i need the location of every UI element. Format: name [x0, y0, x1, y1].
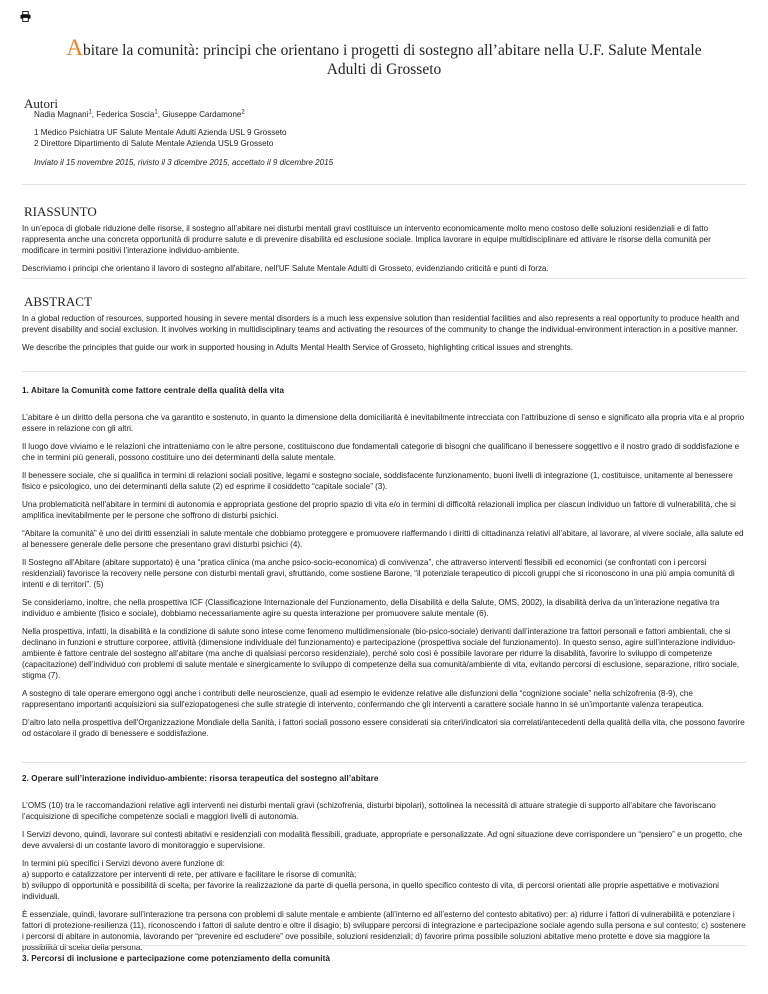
- section-1-paragraph: Il luogo dove viviamo e le relazioni che intratteniamo con le altre persone, costituiscono due fondamentali categorie di bisogni che qualificano il benessere soggettivo e il nostro grado di soddisfazione e che in termini più generali, possono costituire uno dei determinanti della salute mentale.: [22, 442, 740, 462]
- riassunto-paragraph: In un’epoca di globale riduzione delle risorse, il sostegno all’abitare nei disturbi mentali gravi costituisce un intervento economicamente molto meno costoso delle soluzioni residenziali e di fatto rappresenta anche una concreta opportunità di produrre salute e di prevenire disabilità ed esclusione sociale. Implica lavorare in equipe multidisciplinare ed attivare le risorse della comunità per modificare in termini positivi l’interazione individuo-ambiente.: [22, 224, 711, 255]
- section-2: [22, 773, 746, 960]
- section-2-list: [22, 858, 746, 902]
- section-2-paragraph: I Servizi devono, quindi, lavorare sui contesti abitativi e residenziali con modalità flessibili, graduate, appropriate e personalizzate. Ad ogni situazione deve corrispondere un “pensiero” e un progetto, che deve avvalersi di un costante lavoro di monitoraggio e supervisione.: [22, 830, 743, 850]
- author-sup: 1: [88, 109, 92, 116]
- author-name: Federica Soscia: [96, 110, 155, 119]
- section-2-list-item: a) supporto e catalizzatore per interventi di rete, per attivare e facilitare le risorse di comunità;: [22, 870, 357, 879]
- section-1-paragraph: Il benessere sociale, che si qualifica in termini di relazioni sociali positive, legami e sostegno sociale, soddisfacente funzionamento, buoni livelli di integrazione (1, costituisce, unitamente al benessere fisico e psicologico, uno dei determinanti della salute (2) ed esprime il cosiddetto “capitale sociale” (3).: [22, 471, 733, 491]
- affiliation: 2 Direttore Dipartimento di Salute Mentale Azienda USL9 Grosseto: [34, 139, 274, 148]
- divider: [22, 184, 746, 185]
- section-1-paragraph: Una problematicità nell’abitare in termini di autonomia e appropriata gestione del proprio spazio di vita e/o in termini di difficoltà relazionali implica per ciascun individuo un fattore di vulnerabilità, che si amplifica inevitabilmente per le persone che soffrono di disturbi psichici.: [22, 500, 736, 520]
- section-1-paragraph: Nella prospettiva, infatti, la disabilità e la condizione di salute sono intese come fenomeno multidimensionale (bio-psico-sociale) derivanti dall’interazione tra fattori personali e fattori ambientali, che si declinano in funzioni e strutture corporee, attività (dimensione individuale del funzionamento) e partecipazione (prospettiva sociale del funzionamento). In questo senso, agire sull’interazione individuo-ambiente è fattore centrale del sostegno all’abitare (ma anche di qualsiasi percorso residenziale), perché solo così è possibile lavorare per ridurre la disabilità, favorire lo sviluppo di competenze (capacitazione) dell’individuo con problemi di salute mentale e sinergicamente lo sviluppo di competenze della sua comunità/ambiente di vita, evitando percorsi di esclusione, separazione, ritiro sociale, stigma (7).: [22, 627, 740, 680]
- affiliation: 1 Medico Psichiatra UF Salute Mentale Adulti Azienda USL 9 Grosseto: [34, 128, 287, 137]
- print-icon[interactable]: [20, 11, 31, 22]
- divider: [22, 278, 746, 279]
- section-1-paragraph: D’altro lato nella prospettiva dell'Organizzazione Mondiale della Sanità, i fattori sociali possono essere considerati sia criteri/indicatori sia correlati/antecedenti della qualità della vita, che possono favorire od ostacolare il grado di benessere e soddisfazione.: [22, 718, 745, 738]
- abstract-section: [22, 294, 746, 360]
- author-name: Giuseppe Cardamone: [162, 110, 242, 119]
- section-1-paragraph: Il Sostegno all'Abitare (abitare supportato) è una “pratica clinica (ma anche psico-socio-economica) di convivenza”, che attraverso interventi flessibili ed economici (se confrontati con i percorsi residenziali) favorisce la recovery nelle persone con disturbi mentali gravi, sfruttando, come sostiene Barone, “il potenziale terapeutico di piccoli gruppi che si riconoscono in una più ampia comunità di intenti e di territori”. (5): [22, 558, 735, 589]
- author-separator: ,: [91, 110, 97, 119]
- section-1-paragraph: L’abitare è un diritto della persona che va garantito e sostenuto, in quanto la dimensione della domiciliarità è inevitabilmente intrecciata con l’attribuzione di senso e significato alla propria vita e al proprio essere in relazione con gli altri.: [22, 413, 745, 433]
- abstract-paragraph: We describe the principles that guide our work in supported housing in Adults Mental Health Service of Grosseto, highlighting critical issues and strenghts.: [22, 343, 573, 352]
- title-dropcap: A: [66, 35, 84, 60]
- section-2-heading: 2. Operare sull’interazione individuo-ambiente: risorsa terapeutica del sostegno all’abitare: [22, 774, 379, 783]
- abstract-heading: ABSTRACT: [24, 294, 92, 309]
- author-separator: ,: [157, 110, 163, 119]
- riassunto-paragraph: Descriviamo i principi che orientano il lavoro di sostegno all'abitare, nell'UF Salute Mentale Adulti di Grosseto, evidenziando criticità e punti di forza.: [22, 264, 549, 273]
- section-2-list-intro: In termini più specifici i Servizi devono avere funzione di:: [22, 859, 225, 868]
- divider: [22, 371, 746, 372]
- section-2-list-item: b) sviluppo di opportunità e possibilità di scelta, per favorire la realizzazione da parte di quella persona, in quello specifico contesto di vita, di percorsi orientati alle proprie aspettative e motivazioni individuali.: [22, 881, 719, 901]
- riassunto-heading: RIASSUNTO: [24, 204, 97, 219]
- divider: [22, 945, 746, 946]
- author-list: [34, 109, 734, 120]
- authors-heading: Autori: [24, 96, 58, 111]
- riassunto-section: [22, 204, 746, 281]
- author-sup: 2: [241, 109, 245, 116]
- section-3: [22, 953, 746, 971]
- section-1-paragraph: A sostegno di tale operare emergono oggi anche i contributi delle neuroscienze, quali ad esempio le evidenze relative alle disfunzioni della “cognizione sociale” nella schizofrenia (8-9), che rappresentano importanti acquisizioni sia sull'eziopatogenesi che sulle strategie di intervento, confermando che gli interventi a carattere sociale hanno in sé un’importante valenza terapeutica.: [22, 689, 704, 709]
- section-1: [22, 385, 746, 746]
- author-sup: 1: [154, 109, 158, 116]
- authors-block: [34, 109, 734, 168]
- submission-dates: Inviato il 15 novembre 2015, rivisto il 3 dicembre 2015, accettato il 9 dicembre 2015: [34, 158, 334, 167]
- divider: [22, 762, 746, 763]
- abstract-paragraph: In a global reduction of resources, supported housing in severe mental disorders is a much less expensive solution than residential facilities and also represents a real opportunity to produce health and prevent disability and social exclusion. It involves working in multidisciplinary teams and activating the resources of the community to change the individual-environment interaction in a positive manner.: [22, 314, 740, 334]
- author-name: Nadia Magnani: [34, 110, 89, 119]
- section-2-paragraph: L’OMS (10) tra le raccomandazioni relative agli interventi nei disturbi mentali gravi (schizofrenia, disturbi bipolari), sottolinea la necessità di attuare strategie di supporto all’abitare che favoriscano l’acquisizione di specifiche competenze sociali e maggiori livelli di autonomia.: [22, 801, 716, 821]
- section-2-paragraph: È essenziale, quindi, lavorare sull’interazione tra persona con problemi di salute mentale e ambiente (all’interno ed all’esterno del contesto abitativo) per: a) ridurre i fattori di vulnerabilità e potenziare i fattori di protezione-resilienza (11), riconoscendo i fattori di salute dentro e oltre il disagio; b) sviluppare percorsi di integrazione e partecipazione sociale agendo sulla persona e sul contesto; c) sostenere i percorsi di abitare in autonomia, lavorando per “prevenire ed escludere” ove possibile, soluzioni residenziali; d) favorire prima possibile soluzioni abitative meno protette e dove sia maggiore la possibilità di scelta della persona.: [22, 910, 746, 952]
- section-1-heading: 1. Abitare la Comunità come fattore centrale della qualità della vita: [22, 386, 285, 395]
- section-3-heading: 3. Percorsi di inclusione e partecipazione come potenziamento della comunità: [22, 954, 331, 963]
- section-1-paragraph: “Abitare la comunità” è uno dei diritti essenziali in salute mentale che dobbiamo proteggere e promuovere riaffermando i diritti di cittadinanza relativi all’abitare, al lavorare, al vivere sociale, alla salute ed al benessere generale delle persone che presentano gravi disturbi psichici (4).: [22, 529, 744, 549]
- section-1-paragraph: Se consideriamo, inoltre, che nella prospettiva ICF (Classificazione Internazionale del Funzionamento, della Disabilità e della Salute, OMS, 2002), la disabilità deriva da un’interazione negativa tra individuo e ambiente (fisico e sociale), dobbiamo necessariamente agire su questa interazione per promuovere salute mentale (6).: [22, 598, 720, 618]
- title-text: bitare la comunità: principi che orientano i progetti di sostegno all’abitare nella U.F. Salute Mentale Adulti di Grosseto: [83, 42, 702, 78]
- article-title: [22, 0, 746, 79]
